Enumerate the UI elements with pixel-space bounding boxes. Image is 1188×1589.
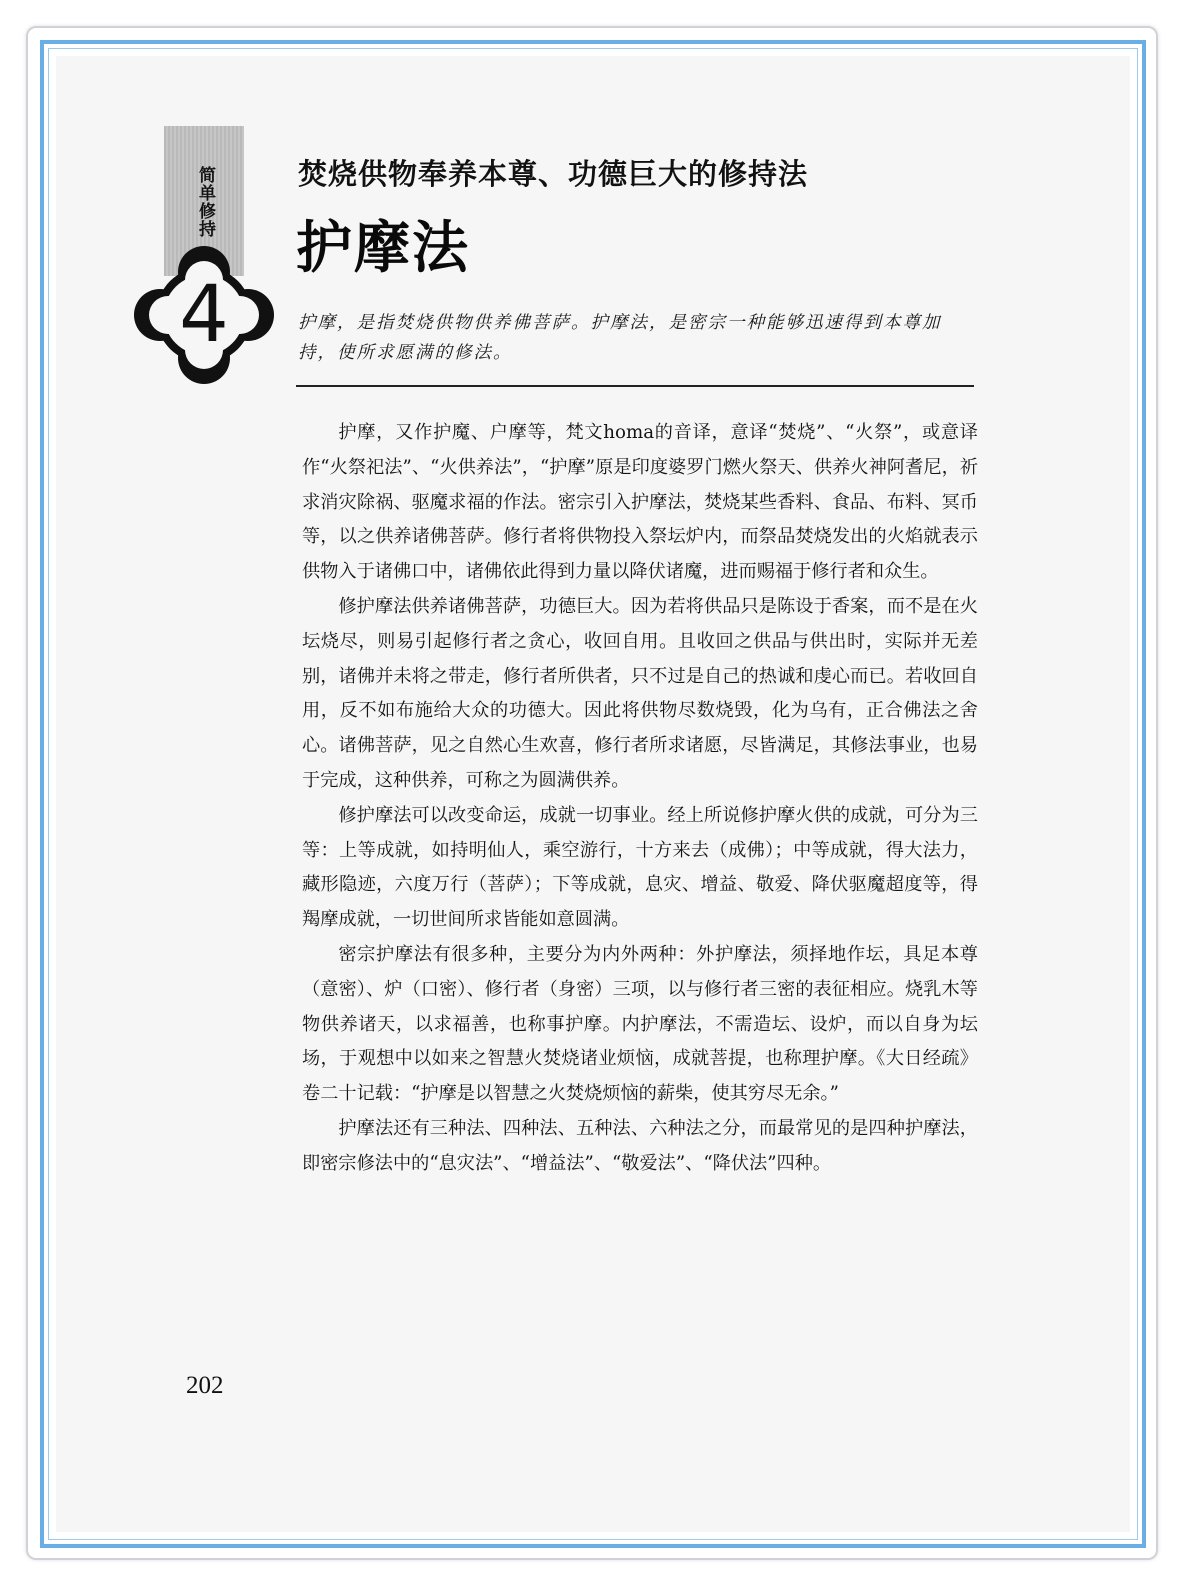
page-title: 护摩法 xyxy=(296,216,470,281)
chapter-number: 4 xyxy=(179,270,229,360)
page-subtitle: 焚烧供物奉养本尊、功德巨大的修持法 xyxy=(298,157,809,191)
body-text xyxy=(302,416,978,1182)
section-tab-label: 简单修持 xyxy=(195,166,215,238)
page-number: 202 xyxy=(186,1372,224,1399)
paragraph-4: 密宗护摩法有很多种，主要分为内外两种：外护摩法，须择地作坛，具足本尊（意密）、炉（口密）、修行者（身密）三项，以与修行者三密的表征相应。烧乳木等物供养诸天，以求福善，也称事护摩。内护摩法，不需造坛、设炉，而以自身为坛场，于观想中以如来之智慧火焚烧诸业烦恼，成就菩提，也称理护摩。《大日经疏》卷二十记载：“护摩是以智慧之火焚烧烦恼的薪柴，使其穷尽无余。” xyxy=(302,943,978,1105)
paragraph-3: 修护摩法可以改变命运，成就一切事业。经上所说修护摩火供的成就，可分为三等：上等成就，如持明仙人，乘空游行，十方来去（成佛）；中等成就，得大法力，藏形隐迹，六度万行（菩萨）；下等成就，息灾、增益、敬爱、降伏驱魔超度等，得羯摩成就，一切世间所求皆能如意圆满。 xyxy=(302,804,978,931)
paragraph-5: 护摩法还有三种法、四种法、五种法、六种法之分，而最常见的是四种护摩法，即密宗修法中的“息灾法”、“增益法”、“敬爱法”、“降伏法”四种。 xyxy=(302,1117,978,1174)
paragraph-2: 修护摩法供养诸佛菩萨，功德巨大。因为若将供品只是陈设于香案，而不是在火坛烧尽，则易引起修行者之贪心，收回自用。且收回之供品与供出时，实际并无差别，诸佛并未将之带走，修行者所供者，只不过是自己的热诚和虔心而已。若收回自用，反不如布施给大众的功德大。因此将供物尽数烧毁，化为乌有，正合佛法之舍心。诸佛菩萨，见之自然心生欢喜，修行者所求诸愿，尽皆满足，其修法事业，也易于完成，这种供养，可称之为圆满供养。 xyxy=(302,595,978,791)
divider-rule xyxy=(296,385,974,387)
paragraph-1: 护摩，又作护魔、户摩等，梵文homa的音译，意译“焚烧”、“火祭”，或意译作“火祭祀法”、“火供养法”，“护摩”原是印度婆罗门燃火祭天、供养火神阿耆尼，祈求消灾除祸、驱魔求福的作法。密宗引入护摩法，焚烧某些香料、食品、布料、冥币等，以之供养诸佛菩萨。修行者将供物投入祭坛炉内，而祭品焚烧发出的火焰就表示供物入于诸佛口中，诸佛依此得到力量以降伏诸魔，进而赐福于修行者和众生。 xyxy=(302,422,978,583)
intro-paragraph: 护摩，是指焚烧供物供养佛菩萨。护摩法，是密宗一种能够迅速得到本尊加持，使所求愿满的修法。 xyxy=(298,313,942,363)
